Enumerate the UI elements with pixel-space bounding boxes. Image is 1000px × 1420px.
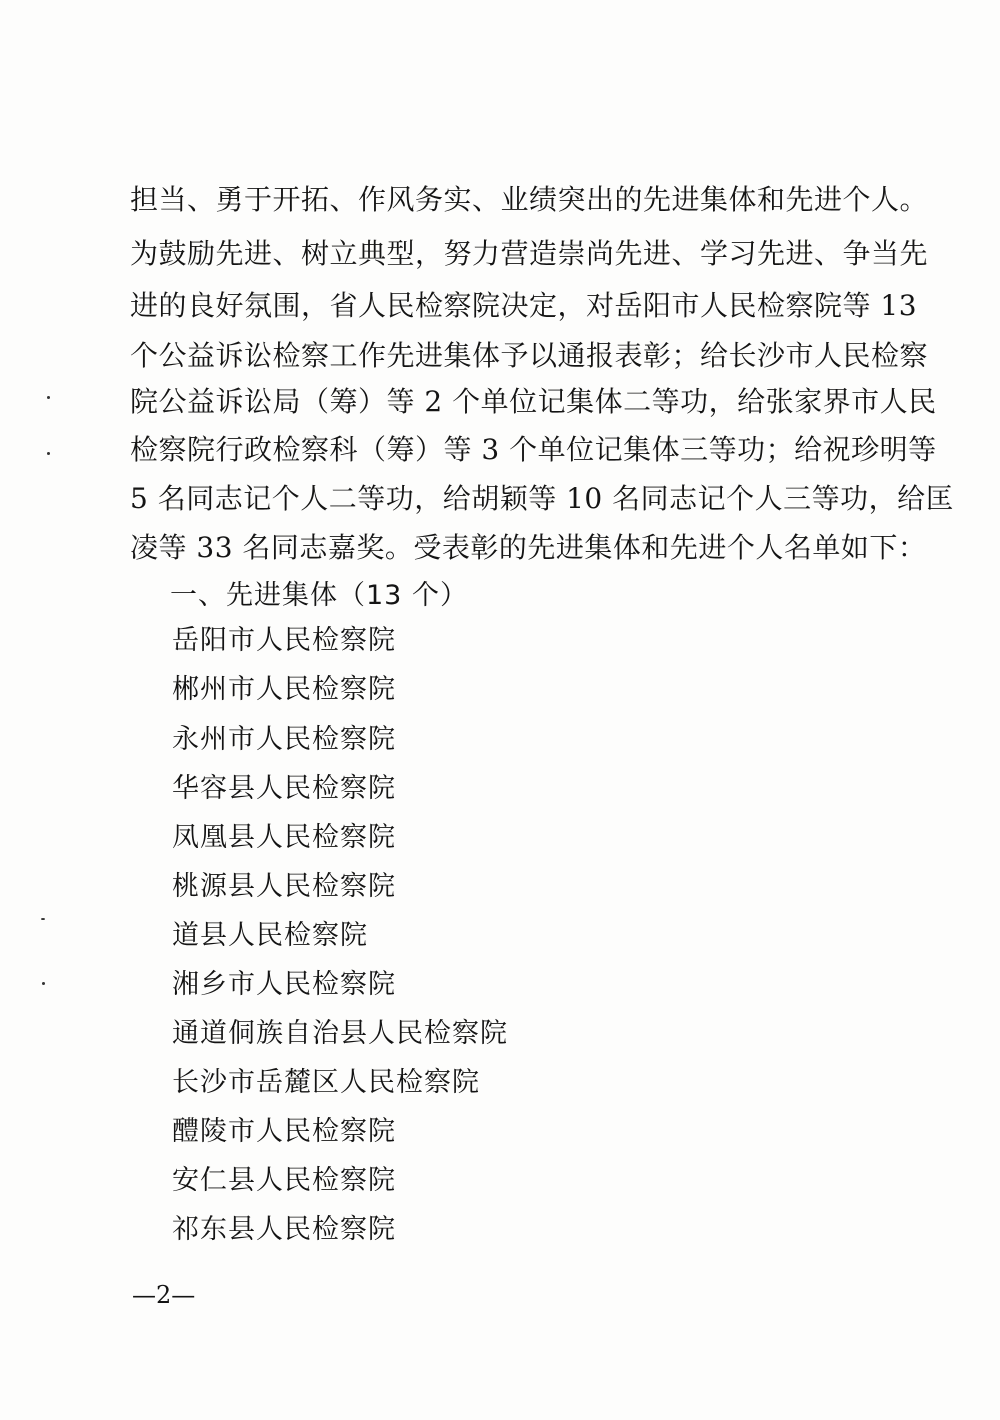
list-item: 道县人民检察院 (172, 920, 368, 951)
section-heading: 一、先进集体（13 个） (170, 580, 468, 611)
scan-speck (47, 452, 50, 455)
list-item: 桃源县人民检察院 (172, 871, 396, 902)
list-item: 祁东县人民检察院 (172, 1214, 396, 1245)
paragraph-line: 检察院行政检察科（筹）等 3 个单位记集体三等功；给祝珍明等 (130, 433, 937, 466)
list-item: 安仁县人民检察院 (172, 1165, 396, 1196)
list-item: 岳阳市人民检察院 (172, 625, 396, 656)
list-item: 长沙市岳麓区人民检察院 (172, 1067, 480, 1098)
paragraph-line: 个公益诉讼检察工作先进集体予以通报表彰；给长沙市人民检察 (130, 339, 929, 372)
paragraph-line: 院公益诉讼局（筹）等 2 个单位记集体二等功，给张家界市人民 (130, 385, 937, 418)
scan-speck (41, 918, 45, 920)
paragraph-line: 5 名同志记个人二等功，给胡颖等 10 名同志记个人三等功，给匡 (130, 482, 955, 515)
paragraph-line: 进的良好氛围，省人民检察院决定，对岳阳市人民检察院等 13 (130, 289, 918, 322)
list-item: 华容县人民检察院 (172, 773, 396, 804)
paragraph-line: 担当、勇于开拓、作风务实、业绩突出的先进集体和先进个人。 (130, 183, 929, 216)
paragraph-line: 凌等 33 名同志嘉奖。受表彰的先进集体和先进个人名单如下： (130, 531, 927, 564)
list-item: 湘乡市人民检察院 (172, 969, 396, 1000)
list-item: 永州市人民检察院 (172, 724, 396, 755)
list-item: 通道侗族自治县人民检察院 (172, 1018, 508, 1049)
paragraph-line: 为鼓励先进、树立典型，努力营造崇尚先进、学习先进、争当先 (130, 237, 929, 270)
list-item: 凤凰县人民检察院 (172, 822, 396, 853)
list-item: 醴陵市人民检察院 (172, 1116, 396, 1147)
scan-speck (47, 396, 50, 399)
page-number: —2— (132, 1281, 196, 1309)
scan-speck (42, 982, 45, 985)
list-item: 郴州市人民检察院 (172, 674, 396, 705)
